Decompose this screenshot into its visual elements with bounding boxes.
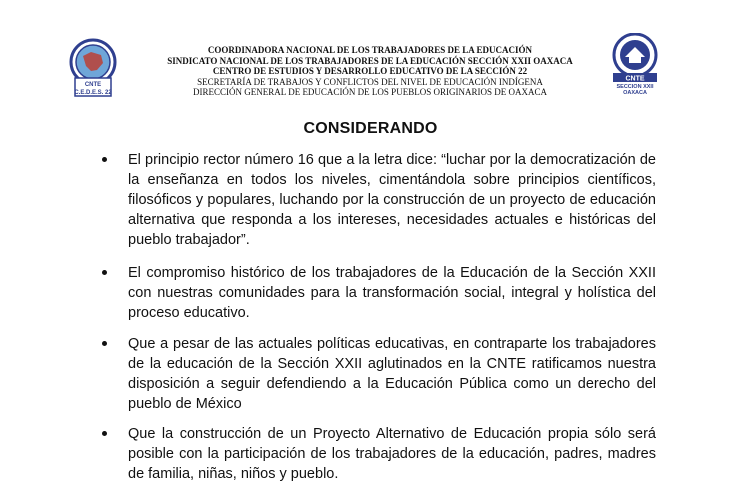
list-item-text: Que a pesar de las actuales políticas educativas, en contraparte los trabajadores de la educación de la Sección XXII aglutinados en la CNTE ratificamos nuestra disposición a seguir defendiendo a la Educación Pública como un derecho del pueblo de México <box>128 336 656 412</box>
bullet-icon <box>102 431 107 436</box>
logo-left-line2: C.E.D.E.S. 22 <box>74 90 112 96</box>
logo-right-line1: CNTE <box>625 75 645 83</box>
cnte-seccion-xxii-logo <box>609 33 661 95</box>
document-header <box>0 0 741 110</box>
bullet-icon <box>102 341 107 346</box>
list-item-text: El principio rector número 16 que a la letra dice: “luchar por la democratización de la enseñanza en todos los niveles, cimentándola sobre principios científicos, filosóficos y populares, luchando por la construcción de un proyecto de educación alternativa que responda a los intereses, necesidades actuales e históricas del pueblo trabajador”. <box>128 152 656 248</box>
bullet-icon <box>102 270 107 275</box>
cedes-22-logo <box>67 38 119 98</box>
list-item-text: El compromiso histórico de los trabajadores de la Educación de la Sección XXII con nuestras comunidades para la transformación social, integral y holística del proceso educativo. <box>128 265 656 321</box>
header-line-2: SINDICATO NACIONAL DE LOS TRABAJADORES DE LA EDUCACIÓN SECCIÓN XXII OAXACA <box>167 55 573 66</box>
section-title: CONSIDERANDO <box>303 120 438 137</box>
institution-header-lines <box>150 45 590 98</box>
list-item-text: Que la construcción de un Proyecto Alternativo de Educación propia sólo será posible con la participación de los trabajadores de la educación, padres, madres de familia, niñas, niños y pueblo. <box>128 426 656 482</box>
header-line-1: COORDINADORA NACIONAL DE LOS TRABAJADORES DE LA EDUCACIÓN <box>207 45 533 55</box>
logo-left-line1: CNTE <box>84 82 102 88</box>
header-line-5: DIRECCIÓN GENERAL DE EDUCACIÓN DE LOS PUEBLOS ORIGINARIOS DE OAXACA <box>193 87 547 98</box>
bullet-icon <box>102 157 107 162</box>
logo-right-line2: SECCION XXII <box>616 84 654 90</box>
header-line-3: CENTRO DE ESTUDIOS Y DESARROLLO EDUCATIVO DE LA SECCIÓN 22 <box>212 66 528 77</box>
header-line-4: SECRETARÍA DE TRABAJOS Y CONFLICTOS DEL NIVEL DE EDUCACIÓN INDÍGENA <box>197 76 543 87</box>
logo-right-line3: OAXACA <box>623 90 647 95</box>
